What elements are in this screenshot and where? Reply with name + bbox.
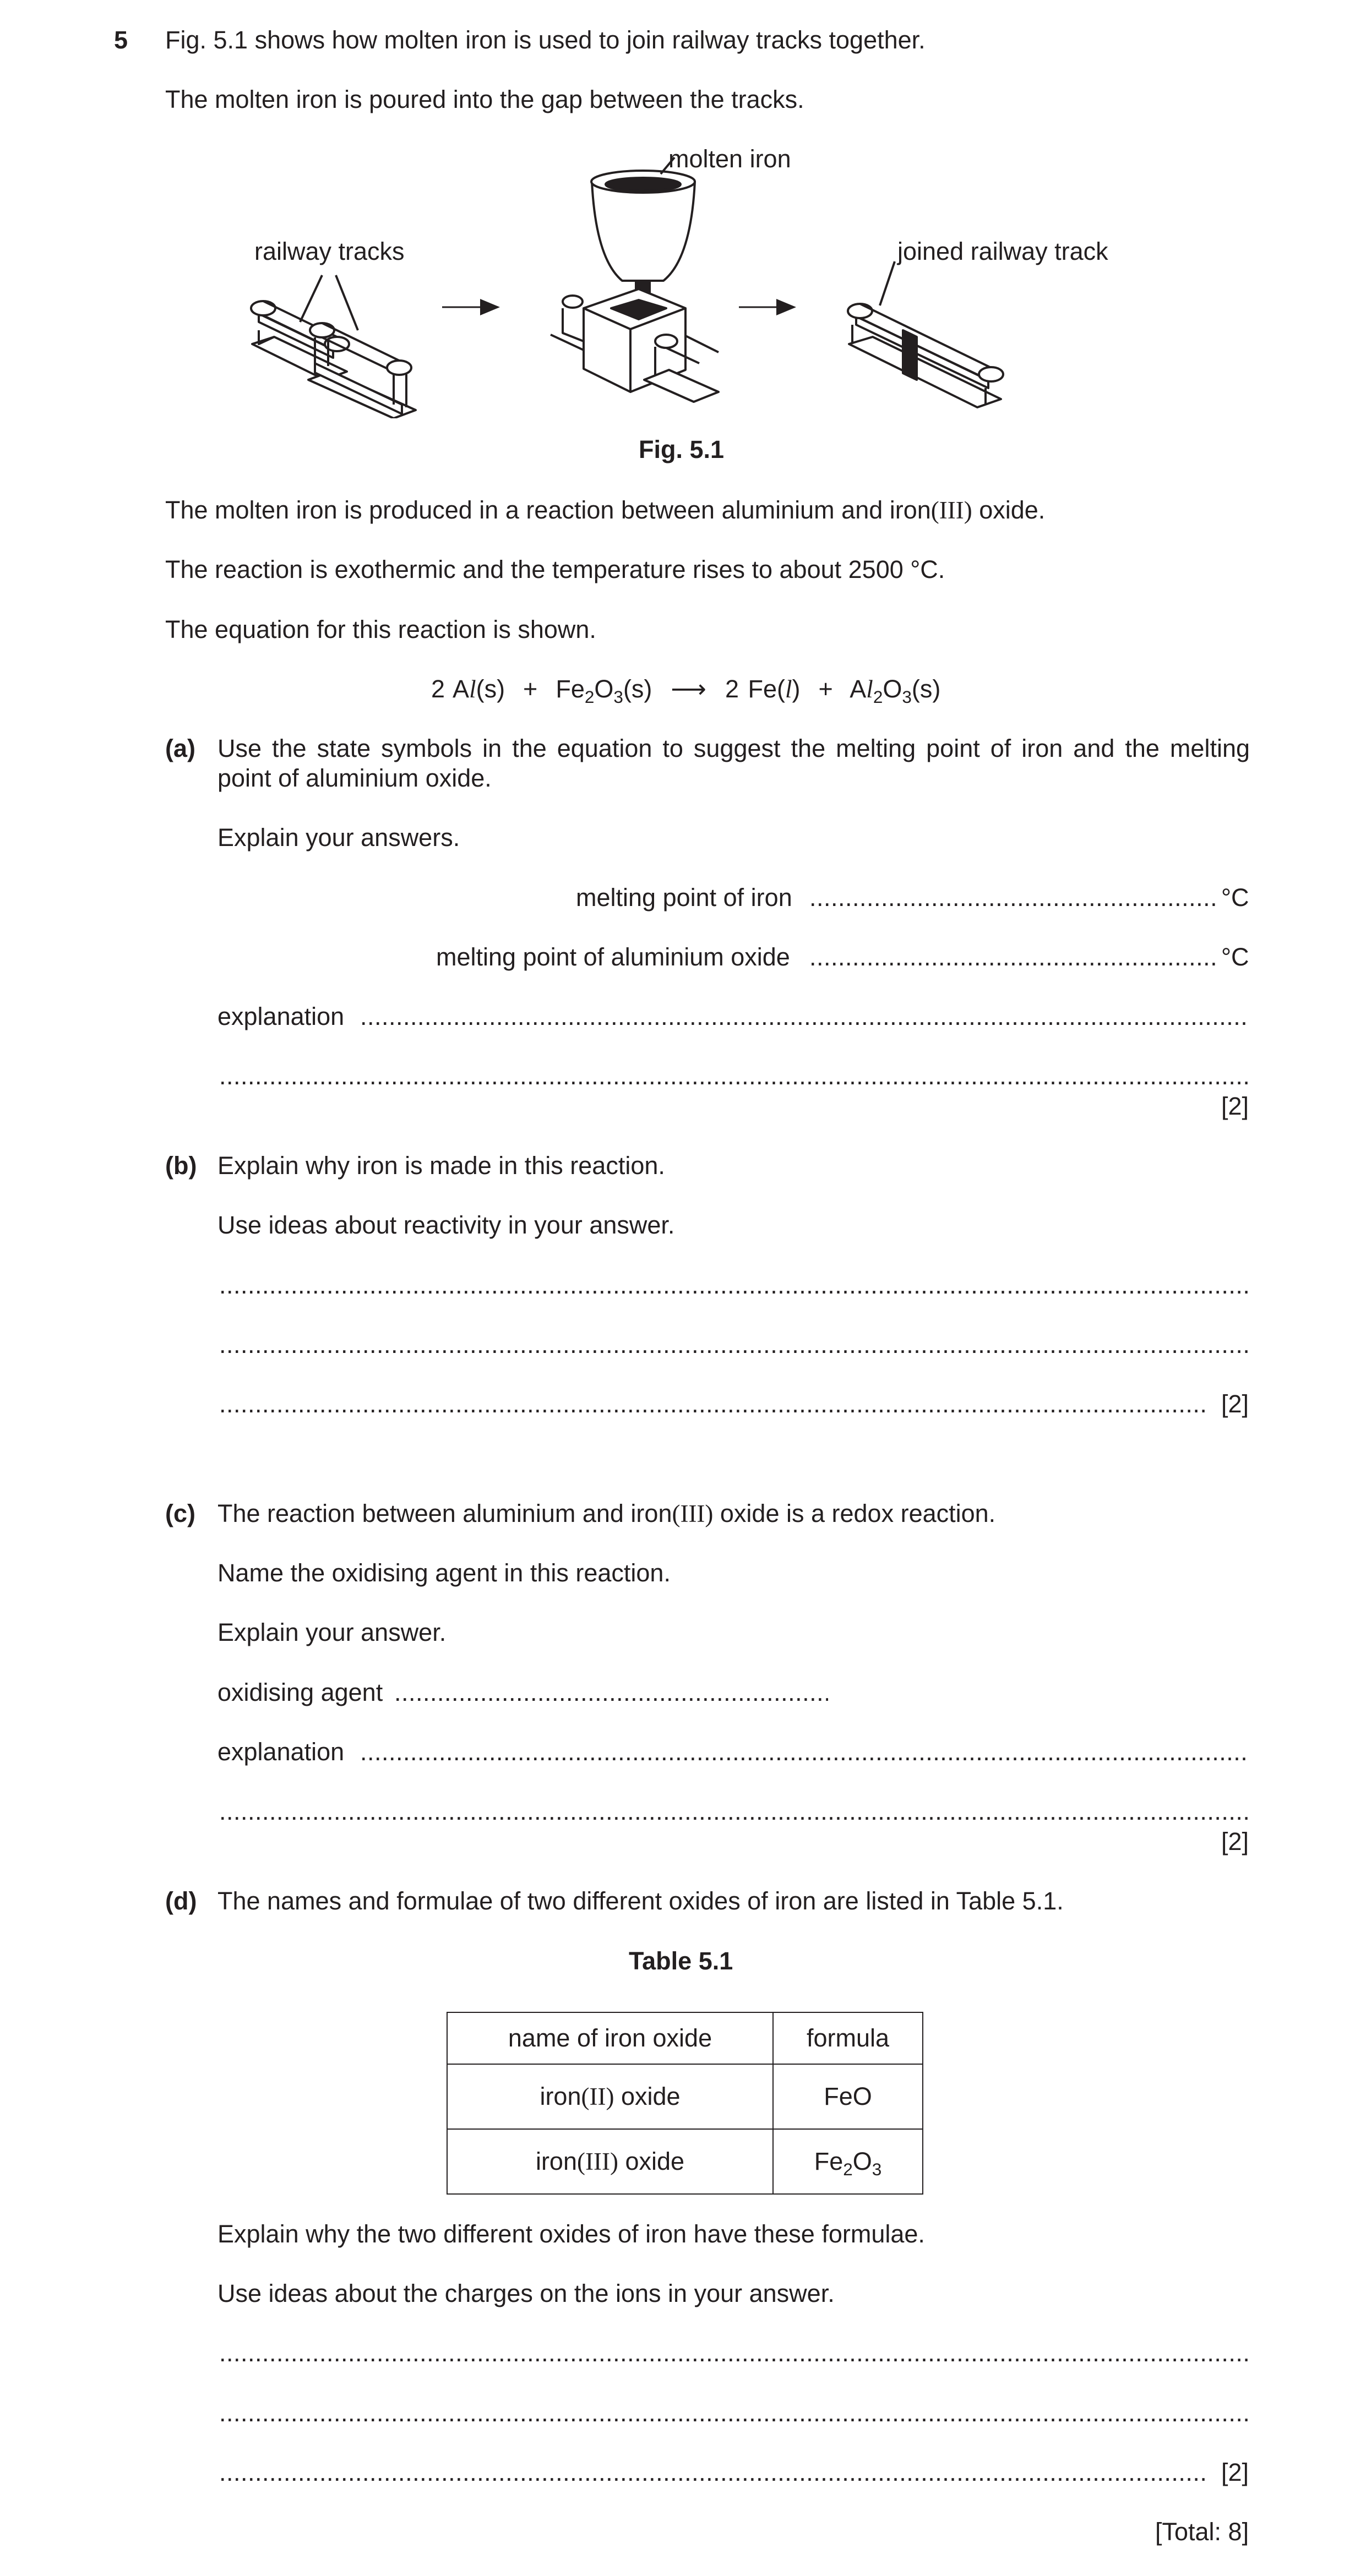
part-d-line-2: Explain why the two different oxides of iron have these formulae. <box>217 2220 925 2248</box>
part-b-line-2: Use ideas about reactivity in your answer. <box>217 1211 675 1239</box>
part-c-line-3: Explain your answer. <box>217 1618 447 1646</box>
iron-oxides-table <box>447 2012 923 2195</box>
table-title: Table 5.1 <box>629 1947 733 1975</box>
table-cell-formula: FeO <box>773 2064 923 2129</box>
part-b-line-1: Explain why iron is made in this reaction. <box>217 1151 665 1180</box>
mp-alox-unit: °C <box>1221 943 1249 971</box>
part-a-label: (a) <box>165 734 195 762</box>
oxidising-agent-answer-line[interactable] <box>394 1678 828 1709</box>
context-line-1: The molten iron is produced in a reaction between aluminium and iron(III) oxide. <box>165 496 1046 524</box>
mp-iron-answer-line[interactable] <box>809 883 1220 914</box>
context-line-3: The equation for this reaction is shown. <box>165 615 596 643</box>
figure-5-1 <box>0 132 1366 418</box>
label-railway-tracks: railway tracks <box>254 237 405 265</box>
part-d-marks: [2] <box>1221 2458 1249 2486</box>
figure-caption: Fig. 5.1 <box>639 435 725 463</box>
part-a-line-2: point of aluminium oxide. <box>217 764 492 792</box>
crucible-mould-drawing <box>551 171 719 402</box>
part-c-marks: [2] <box>1221 1827 1249 1855</box>
intro-line-1: Fig. 5.1 shows how molten iron is used to join railway tracks together. <box>165 26 926 54</box>
part-a-explanation-line-2[interactable] <box>219 1061 1250 1092</box>
part-d-line-1: The names and formulae of two different oxides of iron are listed in Table 5.1. <box>217 1887 1064 1915</box>
table-cell-name: iron(II) oxide <box>447 2064 773 2129</box>
part-d-answer-line-2[interactable] <box>219 2398 1250 2429</box>
part-d-answer-line-1[interactable] <box>219 2338 1250 2369</box>
part-a-explanation-line-1[interactable] <box>360 1002 1250 1033</box>
table-cell-formula: $Fe_2O_3$ <box>773 2129 923 2194</box>
part-b-answer-line-1[interactable] <box>219 1270 1250 1301</box>
table-cell-name: iron(III) oxide <box>447 2129 773 2194</box>
part-c-line-2: Name the oxidising agent in this reaction. <box>217 1559 671 1587</box>
separate-rails-drawing <box>251 301 416 418</box>
part-b-answer-line-2[interactable] <box>219 1330 1250 1361</box>
mp-iron-label: melting point of iron <box>576 883 792 912</box>
part-c-explanation-line-1[interactable] <box>360 1737 1250 1768</box>
label-molten-iron: molten iron <box>668 145 791 173</box>
context-line-2: The reaction is exothermic and the temperature rises to about 2500 °C. <box>165 555 945 583</box>
oxidising-agent-label: oxidising agent <box>217 1678 383 1706</box>
part-d-answer-line-3[interactable] <box>219 2458 1207 2488</box>
intro-line-2: The molten iron is poured into the gap between the tracks. <box>165 85 804 113</box>
mp-alox-answer-line[interactable] <box>809 942 1220 973</box>
part-b-label: (b) <box>165 1151 197 1180</box>
part-d-label: (d) <box>165 1887 197 1915</box>
table-header-formula: formula <box>773 2012 923 2064</box>
part-a-marks: [2] <box>1221 1092 1249 1120</box>
joined-rail-drawing <box>848 304 1003 407</box>
part-b-marks: [2] <box>1221 1390 1249 1418</box>
table-header-name: name of iron oxide <box>447 2012 773 2064</box>
question-number: 5 <box>114 26 128 54</box>
reaction-arrow: ⟶ <box>671 674 706 703</box>
part-d-line-3: Use ideas about the charges on the ions in your answer. <box>217 2279 835 2307</box>
part-c-explanation-line-2[interactable] <box>219 1797 1250 1827</box>
label-joined-railway-track: joined railway track <box>897 237 1108 265</box>
table-row <box>447 2129 923 2194</box>
part-c-label: (c) <box>165 1499 195 1527</box>
total-marks: [Total: 8] <box>1155 2518 1249 2546</box>
mp-iron-unit: °C <box>1221 883 1249 912</box>
table-row <box>447 2064 923 2129</box>
table-header-row <box>447 2012 923 2064</box>
part-a-instruction: Explain your answers. <box>217 823 460 852</box>
part-c-line-1: The reaction between aluminium and iron(III) oxide is a redox reaction. <box>217 1499 996 1527</box>
chemical-equation: 2 $Al(s) + Fe_2O_3(s)$ ⟶ 2 $Fe(l) + Al_2O_3(s)$ <box>431 674 941 707</box>
part-b-answer-line-3[interactable] <box>219 1389 1207 1420</box>
part-a-line-1: Use the state symbols in the equation to suggest the melting point of iron and the melting <box>217 734 1250 762</box>
part-a-explanation-label: explanation <box>217 1002 345 1030</box>
mp-alox-label: melting point of aluminium oxide <box>436 943 790 971</box>
part-c-explanation-label: explanation <box>217 1738 345 1766</box>
